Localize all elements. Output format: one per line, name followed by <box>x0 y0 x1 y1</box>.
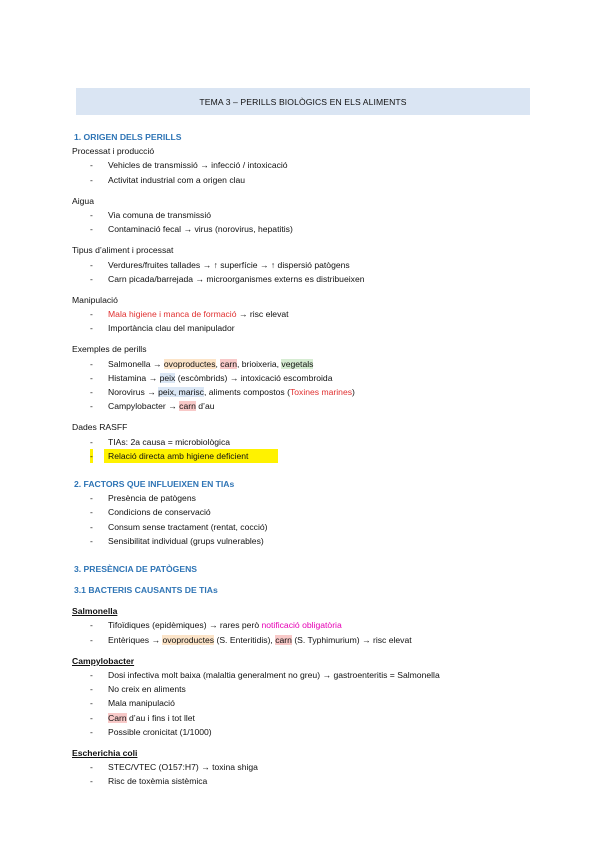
list-item: - Campylobacter → carn d’au <box>90 401 215 412</box>
exemples-label: Exemples de perills <box>72 344 147 355</box>
list-item: - Dosi infectiva molt baixa (malaltia generalment no greu) → gastroenteritis = Salmonella <box>90 670 440 680</box>
list-item: - Possible cronicitat (1/1000) <box>90 726 212 737</box>
list-item: - Activitat industrial com a origen clau <box>90 174 246 185</box>
list-item: - No creix en aliments <box>90 684 186 695</box>
list-item: - Carn d’au i fins i tot llet <box>90 712 195 723</box>
title-text: TEMA 3 – PERILLS BIOLÒGICS EN ELS ALIMENTS <box>199 96 407 107</box>
section-2-heading: 2. FACTORS QUE INFLUEIXEN EN TIAs <box>74 478 235 489</box>
list-item: - Via comuna de transmissió <box>90 209 212 220</box>
list-item: - Sensibilitat individual (grups vulnerables) <box>90 535 264 546</box>
list-item: - Presència de patògens <box>90 493 196 504</box>
list-item: - Risc de toxèmia sistèmica <box>90 776 208 787</box>
list-item: - TIAs: 2a causa = microbiològica <box>90 436 231 447</box>
processat-label: Processat i producció <box>72 146 155 157</box>
list-item: - Verdures/fruites tallades → ↑ superfície → ↑ dispersió patògens <box>90 259 350 270</box>
document-title <box>76 88 530 115</box>
list-item: - Norovirus → peix, marisc, aliments compostos (Toxines marines) <box>90 387 355 397</box>
list-item-highlighted: - Relació directa amb higiene deficient <box>72 449 542 463</box>
section-1-heading: 1. ORIGEN DELS PERILLS <box>74 132 182 142</box>
list-item: - Salmonella → ovoproductes, carn, brioixeria, vegetals <box>90 358 314 369</box>
list-item: - Vehicles de transmissió → infecció / intoxicació <box>90 160 288 171</box>
list-item: - STEC/VTEC (O157:H7) → toxina shiga <box>90 762 258 773</box>
document-content <box>72 130 542 789</box>
manipulacio-label: Manipulació <box>72 294 118 305</box>
list-item: - Condicions de conservació <box>90 507 211 518</box>
ecoli-label: Escherichia coli <box>72 747 138 758</box>
list-item: - Tifoïdiques (epidèmiques) → rares però notificació obligatòria <box>90 620 342 631</box>
list-item: - Histamina → peix (escòmbrids) → intoxicació escombroida <box>90 372 333 383</box>
rasff-label: Dades RASFF <box>72 422 128 433</box>
tipus-label: Tipus d’aliment i processat <box>72 245 174 256</box>
section-3-1-heading: 3.1 BACTERIS CAUSANTS DE TIAs <box>74 585 218 596</box>
list-item: - Mala higiene i manca de formació → risc elevat <box>90 309 289 320</box>
aigua-label: Aigua <box>72 195 94 206</box>
list-item: - Carn picada/barrejada → microorganismes externs es distribueixen <box>90 273 365 284</box>
list-item: - Mala manipulació <box>90 698 175 709</box>
list-item: - Importància clau del manipulador <box>90 323 235 334</box>
salmonella-label: Salmonella <box>72 606 118 617</box>
list-item: - Consum sense tractament (rentat, cocció) <box>90 521 268 532</box>
campylobacter-label: Campylobacter <box>72 655 135 666</box>
list-item: - Contaminació fecal → virus (norovirus, hepatitis) <box>90 224 293 235</box>
list-item: - Entèriques → ovoproductes (S. Enteritidis), carn (S. Typhimurium) → risc elevat <box>90 634 412 645</box>
section-3-heading: 3. PRESÈNCIA DE PATÒGENS <box>74 563 198 574</box>
